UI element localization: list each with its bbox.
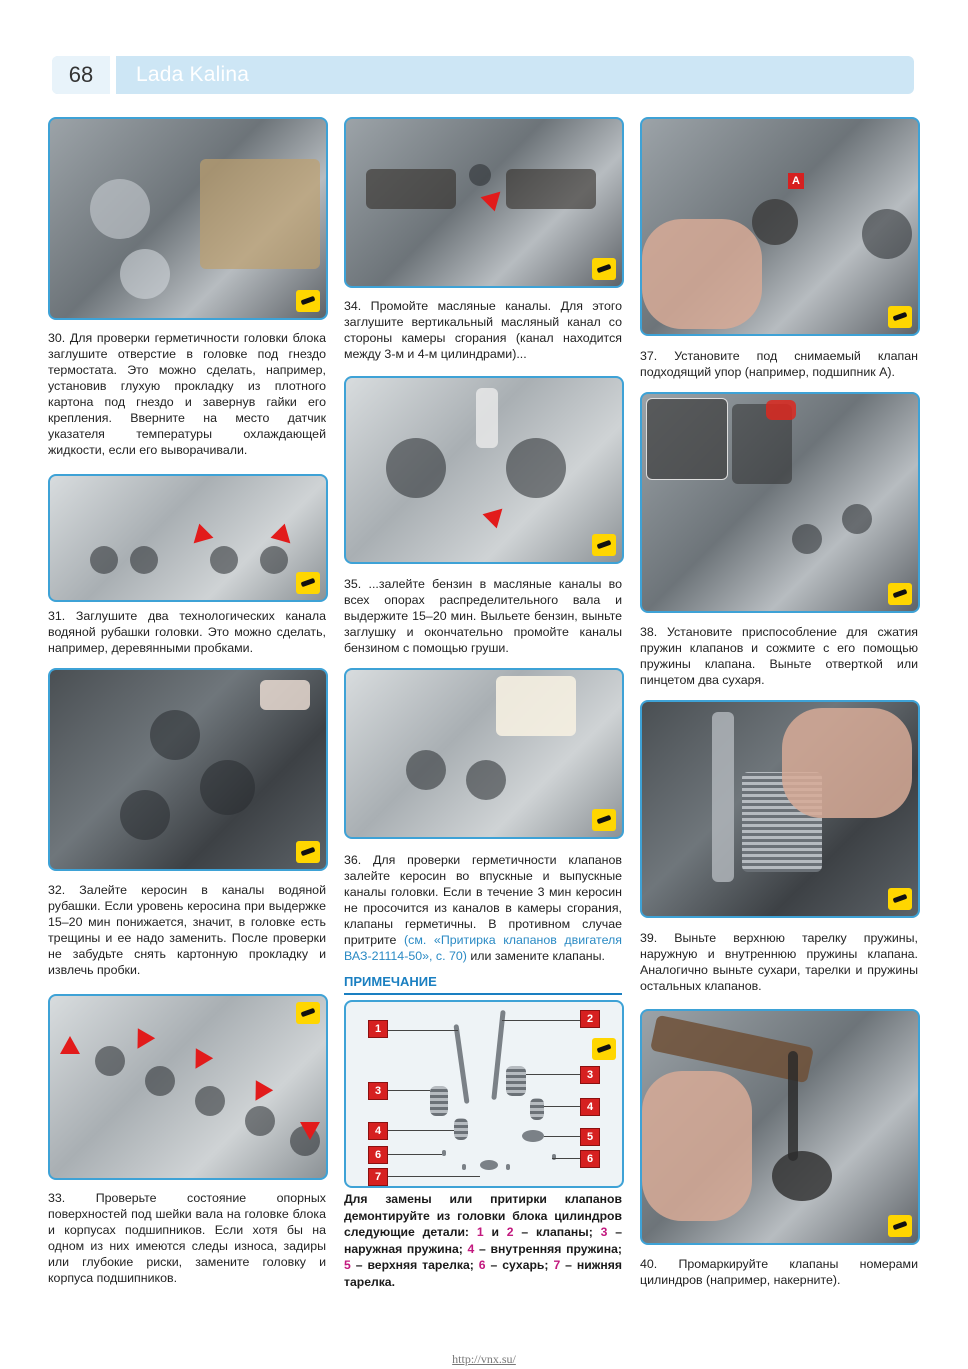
book-title: Lada Kalina xyxy=(136,63,250,86)
photo-step-35 xyxy=(344,376,624,564)
tool-icon xyxy=(888,888,912,910)
header-divider xyxy=(110,56,116,94)
tool-icon xyxy=(296,1002,320,1024)
photo-step-32 xyxy=(48,668,328,871)
tool-icon xyxy=(296,290,320,312)
arrow-icon xyxy=(483,502,510,529)
arrow-icon xyxy=(187,1048,213,1074)
tool-icon xyxy=(592,258,616,280)
tool-icon xyxy=(592,534,616,556)
tool-icon xyxy=(592,1038,616,1060)
arrow-icon xyxy=(60,1036,80,1054)
arrow-icon xyxy=(481,185,508,212)
spring-part xyxy=(454,1118,468,1140)
marker-label: A xyxy=(788,173,804,189)
caption-step-35: 35. ...залейте бензин в масляные каналы во всех опорах распределительного вала и выдержите 15–20 мин. Выльете бензин, выньте заглушку и окончательно промойте каналы бензином с помощью груши. xyxy=(344,577,622,655)
part-number: 5 xyxy=(580,1128,600,1146)
caption-step-36: 36. Для проверки герметичности клапанов залейте керосин во впускные и выпускные каналы головки. Если в течение 3 мин керосин не просочится из каналов в камеры сгорания, клапаны герметичны. В противном случае притрите (см. «Притирка клапанов двигателя ВАЗ-21114-50», с. 70) или замените клапаны. xyxy=(344,853,622,963)
part-number: 4 xyxy=(580,1098,600,1116)
photo-step-40 xyxy=(640,1009,920,1245)
spring-part xyxy=(506,1066,526,1096)
arrow-icon xyxy=(247,1080,273,1106)
photo-step-39 xyxy=(640,700,920,918)
caption-step-37: 37. Установите под снимаемый клапан подходящий упор (например, подшипник А). xyxy=(640,349,918,379)
tool-icon xyxy=(296,572,320,594)
part-number: 7 xyxy=(368,1168,388,1186)
plate-part xyxy=(522,1130,544,1142)
collet-part xyxy=(462,1164,466,1170)
note-heading: ПРИМЕЧАНИЕ xyxy=(344,973,622,995)
photo-step-30 xyxy=(48,117,328,320)
part-number: 6 xyxy=(580,1150,600,1168)
photo-step-37 xyxy=(640,117,920,336)
tool-icon xyxy=(888,306,912,328)
collet-part xyxy=(442,1150,446,1156)
note-text: Для замены или притирки клапанов демонтируйте из головки блока цилиндров следующие детали: 1 и 2 – клапаны; 3 – наружная пружина; 4 – внутренняя пружина; 5 – верхняя тарелка; 6 – сухарь; 7 – нижняя тарелка. xyxy=(344,1192,622,1289)
photo-step-33 xyxy=(48,994,328,1180)
arrow-icon xyxy=(300,1122,320,1140)
photo-step-38 xyxy=(640,392,920,613)
caption-step-31: 31. Заглушите два технологических канала водяной рубашки головки. Это можно сделать, например, деревянными пробками. xyxy=(48,609,326,655)
tool-icon xyxy=(592,809,616,831)
caption-step-30: 30. Для проверки герметичности головки блока заглушите отверстие в головке под гнездо термостата. Это можно сделать, например, установив глухую прокладку из плотного картона под гнездо и завернув гайки его крепления. Вверните на место датчик указателя температуры охлаждающей жидкости, если его выворачивали. xyxy=(48,331,326,457)
part-number: 1 xyxy=(368,1020,388,1038)
part-number: 2 xyxy=(580,1010,600,1028)
plate-part xyxy=(480,1160,498,1170)
caption-step-40: 40. Промаркируйте клапаны номерами цилиндров (например, накерните). xyxy=(640,1257,918,1287)
caption-step-33: 33. Проверьте состояние опорных поверхностей под шейки вала на головке блока и корпусах подшипников. Если хотя бы на одном из них имеются следы износа, задиры или глубокие риски, замените головку и корпуса подшипников. xyxy=(48,1191,326,1285)
valve-part xyxy=(491,1010,505,1100)
photo-step-34 xyxy=(344,117,624,288)
spring-part xyxy=(530,1098,544,1120)
collet-part xyxy=(552,1154,556,1160)
photo-step-31 xyxy=(48,474,328,602)
valve-parts-diagram xyxy=(344,1000,624,1188)
part-number: 6 xyxy=(368,1146,388,1164)
collet-part xyxy=(506,1164,510,1170)
photo-step-36 xyxy=(344,668,624,839)
cross-reference-link[interactable]: (см. «Притирка клапанов двигателя ВАЗ-21114-50», с. 70) xyxy=(344,933,622,963)
arrow-icon xyxy=(187,524,214,551)
page-number: 68 xyxy=(52,56,110,94)
caption-step-38: 38. Установите приспособление для сжатия пружин клапанов и сожмите с его помощью пружины клапана. Выньте отверткой или пинцетом два сухаря. xyxy=(640,625,918,687)
part-number: 3 xyxy=(368,1082,388,1100)
part-number: 3 xyxy=(580,1066,600,1084)
caption-step-32: 32. Залейте керосин в каналы водяной рубашки. Если уровень керосина при выдержке 15–20 мин понижается, значит, в головке есть трещины и ее надо заменить. После проверки не забудьте снять картонную прокладку и извлечь пробки. xyxy=(48,883,326,977)
tool-icon xyxy=(296,841,320,863)
arrow-icon xyxy=(129,1028,155,1054)
footer-url[interactable]: http://vnx.su/ xyxy=(452,1352,516,1366)
tool-icon xyxy=(888,1215,912,1237)
caption-step-34: 34. Промойте масляные каналы. Для этого заглушите вертикальный масляный канал со стороны камеры сгорания (канал находится между 3-м и 4-м цилиндрами)... xyxy=(344,299,622,361)
valve-part xyxy=(453,1024,469,1104)
spring-part xyxy=(430,1086,448,1116)
caption-step-39: 39. Выньте верхнюю тарелку пружины, наружную и внутреннюю пружины клапана. Аналогично выньте сухари, тарелки и пружины остальных клапанов. xyxy=(640,931,918,993)
tool-icon xyxy=(888,583,912,605)
part-number: 4 xyxy=(368,1122,388,1140)
